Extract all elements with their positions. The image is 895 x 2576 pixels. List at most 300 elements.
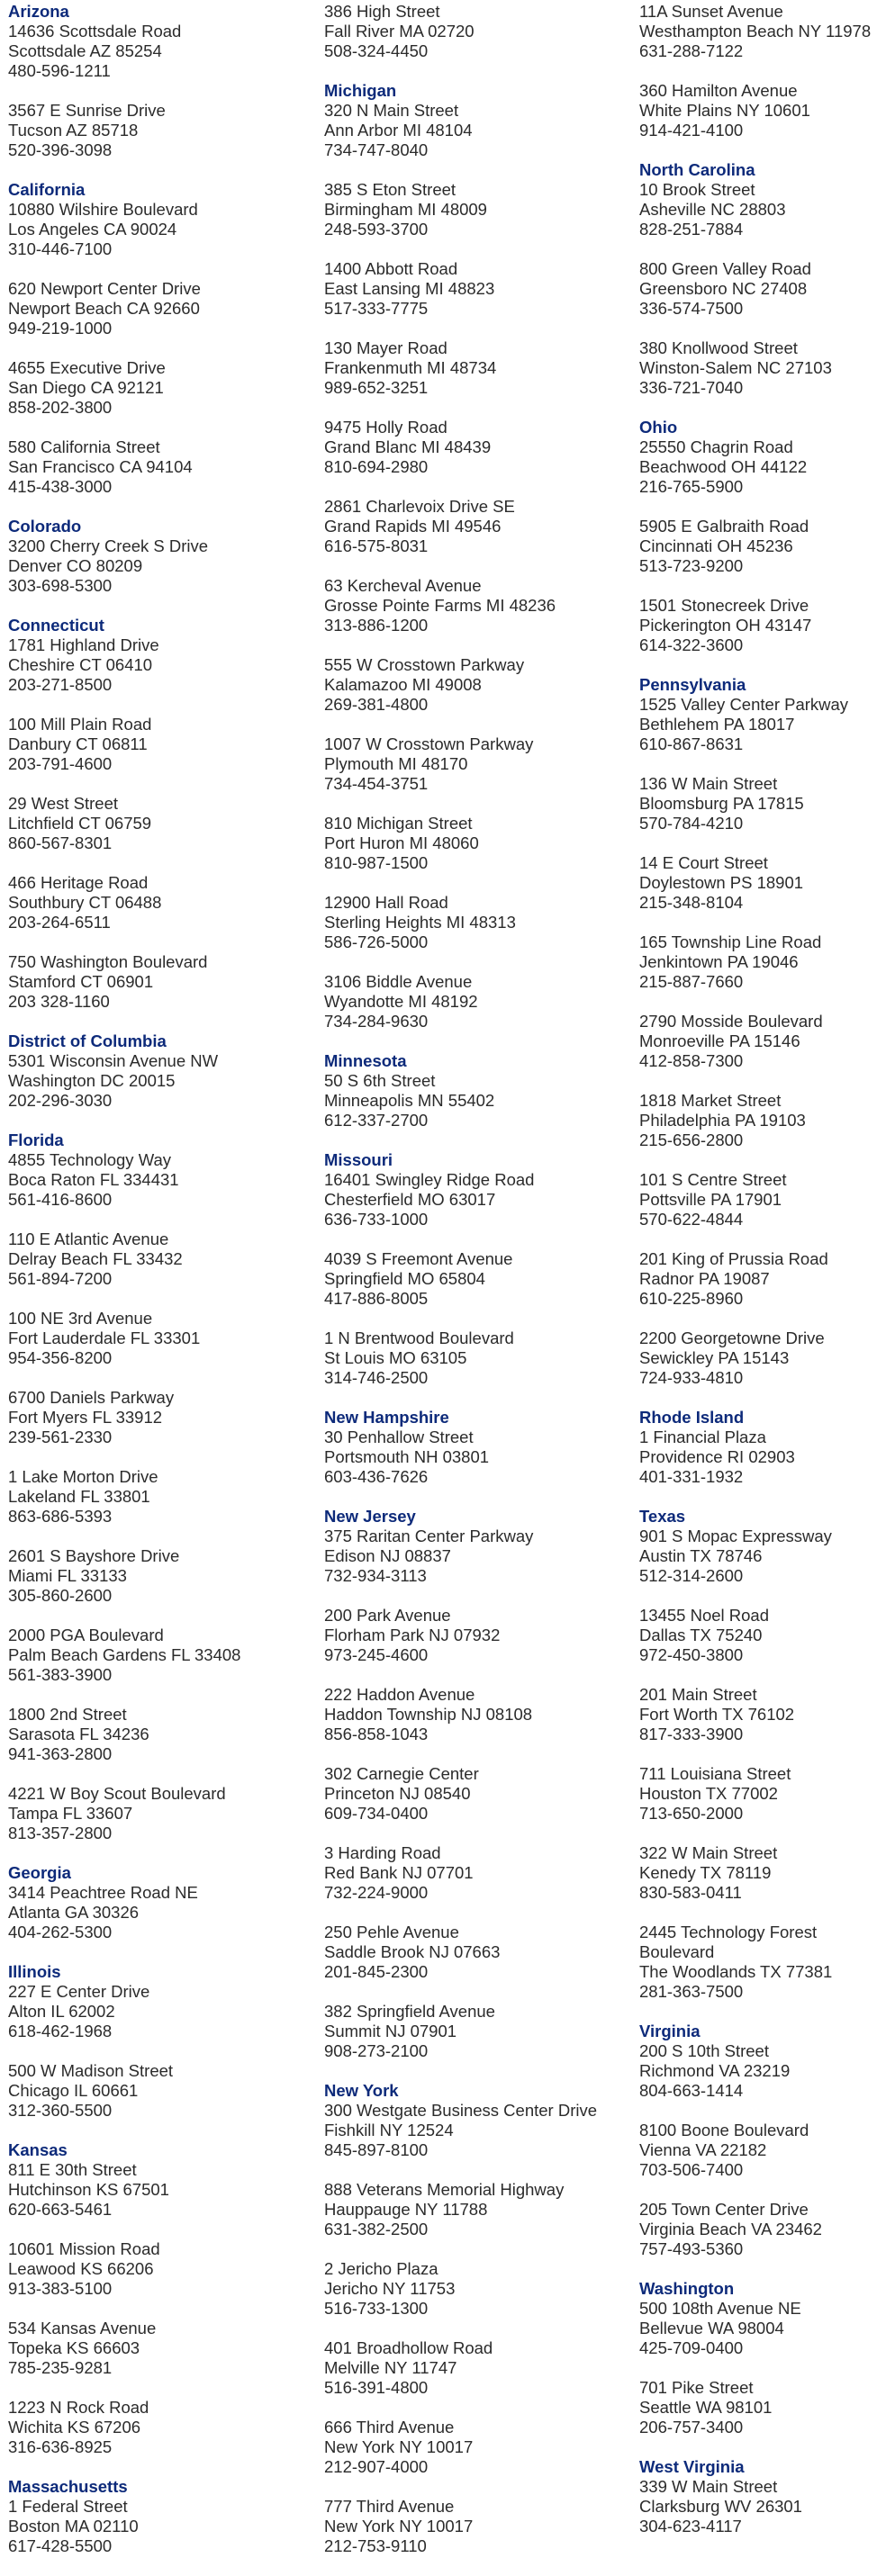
office-city-line: Grand Blanc MI 48439	[324, 437, 492, 456]
office-street: 320 N Main Street	[324, 101, 459, 120]
office-city-line: Chesterfield MO 63017	[324, 1190, 496, 1209]
office-phone: 941-363-2800	[8, 1744, 113, 1763]
office-city-line: Richmond VA 23219	[639, 2061, 791, 2080]
office-city-line: Miami FL 33133	[8, 1566, 127, 1585]
office-city-line: Jericho NY 11753	[324, 2279, 456, 2298]
office-entry	[8, 1388, 314, 1447]
office-city-line: Dallas TX 75240	[639, 1626, 763, 1644]
state-group	[8, 1130, 314, 1843]
office-entry	[324, 1843, 630, 1903]
office-phone: 561-894-7200	[8, 1269, 113, 1288]
office-phone: 614-322-3600	[639, 635, 744, 654]
office-phone: 734-454-3751	[324, 774, 429, 793]
office-phone: 570-784-4210	[639, 814, 744, 833]
office-phone: 570-622-4844	[639, 1210, 744, 1229]
office-city-line: Denver CO 80209	[8, 556, 143, 575]
state-group	[324, 2081, 630, 2556]
office-city-line: Danbury CT 06811	[8, 734, 148, 753]
office-street: 30 Penhallow Street	[324, 1428, 474, 1446]
office-street: 222 Haddon Avenue	[324, 1685, 475, 1704]
office-street: 1781 Highland Drive	[8, 635, 159, 654]
office-street: Boulevard	[639, 1942, 715, 1961]
office-city-line: Scottsdale AZ 85254	[8, 41, 162, 60]
state-heading: District of Columbia	[8, 1031, 167, 1050]
office-entry	[639, 932, 893, 992]
office-phone: 206-757-3400	[639, 2418, 744, 2436]
office-city-line: Topeka KS 66603	[8, 2338, 140, 2357]
office-city-line: Asheville NC 28803	[639, 200, 786, 219]
office-phone: 612-337-2700	[324, 1111, 429, 1130]
office-street: 2601 S Bayshore Drive	[8, 1546, 180, 1565]
office-entry	[324, 972, 630, 1031]
office-street: 29 West Street	[8, 794, 119, 813]
office-city-line: Delray Beach FL 33432	[8, 1249, 183, 1268]
office-phone: 212-907-4000	[324, 2457, 429, 2476]
office-street: 136 W Main Street	[639, 774, 778, 793]
state-heading: New Jersey	[324, 1507, 416, 1526]
office-entry	[8, 635, 314, 695]
state-heading: Michigan	[324, 81, 397, 100]
office-city-line: Hutchinson KS 67501	[8, 2180, 169, 2199]
office-city-line: Houston TX 77002	[639, 1784, 778, 1803]
office-phone: 914-421-4100	[639, 121, 744, 140]
office-phone: 304-623-4117	[639, 2517, 742, 2535]
office-entry	[639, 1329, 893, 1388]
office-phone: 617-428-5500	[8, 2536, 113, 2555]
office-entry	[8, 1546, 314, 1606]
office-street: 130 Mayer Road	[324, 338, 448, 357]
office-entry	[8, 358, 314, 418]
office-city-line: Bethlehem PA 18017	[639, 715, 795, 734]
office-phone: 203-791-4600	[8, 754, 113, 773]
state-heading: Washington	[639, 2279, 735, 2298]
directory-column-1	[8, 2, 314, 2576]
office-phone: 508-324-4450	[324, 41, 429, 60]
office-city-line: San Francisco CA 94104	[8, 457, 193, 476]
office-entry	[639, 1923, 893, 2002]
office-street: 1400 Abbott Road	[324, 259, 458, 278]
office-phone: 616-575-8031	[324, 536, 429, 555]
state-group	[8, 2140, 314, 2457]
office-phone: 404-262-5300	[8, 1923, 113, 1941]
office-entry	[8, 873, 314, 932]
office-city-line: Pottsville PA 17901	[639, 1190, 782, 1209]
office-entry	[8, 2497, 314, 2556]
office-street: 200 Park Avenue	[324, 1606, 451, 1625]
state-group	[639, 418, 893, 655]
office-city-line: Stamford CT 06901	[8, 972, 154, 991]
office-city-line: Saddle Brook NJ 07663	[324, 1942, 501, 1961]
office-street: 1501 Stonecreek Drive	[639, 596, 809, 615]
state-group	[324, 1150, 630, 1388]
office-phone: 239-561-2330	[8, 1428, 113, 1446]
state-heading: Missouri	[324, 1150, 393, 1169]
office-phone: 858-202-3800	[8, 398, 113, 417]
office-street: 25550 Chagrin Road	[639, 437, 793, 456]
office-city-line: Hauppauge NY 11788	[324, 2200, 488, 2219]
office-city-line: Sterling Heights MI 48313	[324, 913, 516, 932]
office-phone: 314-746-2500	[324, 1368, 429, 1387]
office-phone: 817-333-3900	[639, 1725, 744, 1743]
office-entry	[639, 1685, 893, 1744]
office-entry	[639, 596, 893, 655]
office-phone: 203 328-1160	[8, 992, 110, 1011]
office-city-line: Clarksburg WV 26301	[639, 2497, 802, 2516]
office-city-line: Sarasota FL 34236	[8, 1725, 149, 1743]
office-street: 800 Green Valley Road	[639, 259, 811, 278]
office-phone: 516-391-4800	[324, 2378, 429, 2397]
office-entry	[8, 200, 314, 259]
office-entry	[8, 22, 314, 81]
office-phone: 516-733-1300	[324, 2299, 429, 2318]
office-phone: 561-383-3900	[8, 1665, 113, 1684]
state-heading: Rhode Island	[639, 1408, 745, 1427]
office-entry	[324, 1071, 630, 1130]
office-entry	[639, 2378, 893, 2437]
office-street: 1525 Valley Center Parkway	[639, 695, 849, 714]
office-phone: 703-506-7400	[639, 2160, 744, 2179]
state-heading: Illinois	[8, 1962, 61, 1981]
office-city-line: Fort Myers FL 33912	[8, 1408, 163, 1427]
state-group	[324, 81, 630, 1031]
office-entry	[324, 180, 630, 239]
office-city-line: Palm Beach Gardens FL 33408	[8, 1645, 241, 1664]
office-city-line: Wyandotte MI 48192	[324, 992, 478, 1011]
office-phone: 863-686-5393	[8, 1507, 113, 1526]
office-phone: 561-416-8600	[8, 1190, 113, 1209]
office-entry	[639, 2299, 893, 2358]
office-street: 9475 Holly Road	[324, 418, 448, 437]
office-city-line: Frankenmuth MI 48734	[324, 358, 497, 377]
office-entry	[639, 853, 893, 913]
office-entry	[8, 952, 314, 1012]
office-phone: 215-656-2800	[639, 1130, 744, 1149]
office-street: 14 E Court Street	[639, 853, 768, 872]
office-entry	[639, 2121, 893, 2180]
office-entry	[639, 517, 893, 576]
office-entry	[639, 2477, 893, 2536]
office-street: 1007 W Crosstown Parkway	[324, 734, 534, 753]
state-heading: North Carolina	[639, 160, 755, 179]
office-city-line: Alton IL 62002	[8, 2002, 115, 2021]
office-city-line: Winston-Salem NC 27103	[639, 358, 832, 377]
office-street: 200 S 10th Street	[639, 2041, 769, 2060]
office-street: 4655 Executive Drive	[8, 358, 166, 377]
office-city-line: Lakeland FL 33801	[8, 1487, 150, 1506]
state-group	[639, 2022, 893, 2259]
office-city-line: Red Bank NJ 07701	[324, 1863, 474, 1882]
office-city-line: Bellevue WA 98004	[639, 2319, 784, 2337]
office-city-line: Minneapolis MN 55402	[324, 1091, 495, 1110]
office-phone: 813-357-2800	[8, 1824, 113, 1842]
office-entry	[8, 279, 314, 338]
office-street: 3 Harding Road	[324, 1843, 441, 1862]
state-heading: Kansas	[8, 2140, 68, 2159]
office-street: 250 Pehle Avenue	[324, 1923, 459, 1941]
office-phone: 480-596-1211	[8, 61, 111, 80]
office-entry	[639, 81, 893, 140]
office-street: 1 Financial Plaza	[639, 1428, 766, 1446]
office-entry	[324, 2497, 630, 2556]
office-street: 750 Washington Boulevard	[8, 952, 208, 971]
office-entry	[8, 1229, 314, 1289]
office-city-line: Leawood KS 66206	[8, 2259, 154, 2278]
state-heading: Virginia	[639, 2022, 701, 2040]
office-phone: 908-273-2100	[324, 2041, 429, 2060]
office-entry	[639, 1843, 893, 1903]
office-street: 1 N Brentwood Boulevard	[324, 1329, 514, 1347]
office-entry	[324, 1428, 630, 1487]
office-entry	[324, 338, 630, 398]
office-entry	[639, 2041, 893, 2101]
office-city-line: Grand Rapids MI 49546	[324, 517, 502, 536]
office-city-line: Boca Raton FL 334431	[8, 1170, 179, 1189]
state-heading: Minnesota	[324, 1051, 407, 1070]
state-group	[8, 2, 314, 160]
office-city-line: Washington DC 20015	[8, 1071, 176, 1090]
office-city-line: Grosse Pointe Farms MI 48236	[324, 596, 556, 615]
office-street: 711 Louisiana Street	[639, 1764, 791, 1783]
office-city-line: Springfield MO 65804	[324, 1269, 485, 1288]
office-entry	[639, 1012, 893, 1071]
office-phone: 603-436-7626	[324, 1467, 429, 1486]
office-city-line: Princeton NJ 08540	[324, 1784, 471, 1803]
office-phone: 401-331-1932	[639, 1467, 744, 1486]
office-city-line: Providence RI 02903	[639, 1447, 795, 1466]
office-street: 302 Carnegie Center	[324, 1764, 479, 1783]
office-street: 2 Jericho Plaza	[324, 2259, 438, 2278]
office-entry	[324, 2418, 630, 2477]
office-city-line: Sewickley PA 15143	[639, 1348, 790, 1367]
office-phone: 336-574-7500	[639, 299, 744, 318]
office-city-line: Southbury CT 06488	[8, 893, 162, 912]
office-phone: 618-462-1968	[8, 2022, 113, 2040]
office-entry	[639, 774, 893, 833]
office-phone: 972-450-3800	[639, 1645, 744, 1664]
state-heading: Pennsylvania	[639, 675, 746, 694]
office-street: 500 108th Avenue NE	[639, 2299, 801, 2318]
office-phone: 313-886-1200	[324, 616, 429, 635]
office-phone: 860-567-8301	[8, 833, 113, 852]
office-city-line: Edison NJ 08837	[324, 1546, 451, 1565]
office-entry	[639, 437, 893, 497]
office-phone: 248-593-3700	[324, 220, 429, 239]
office-phone: 757-493-5360	[639, 2239, 744, 2258]
office-street: 2861 Charlevoix Drive SE	[324, 497, 515, 516]
office-entry	[639, 1170, 893, 1229]
office-phone: 856-858-1043	[324, 1725, 429, 1743]
state-heading: Ohio	[639, 418, 678, 437]
office-city-line: Plymouth MI 48170	[324, 754, 468, 773]
office-street: 2000 PGA Boulevard	[8, 1626, 164, 1644]
office-phone: 949-219-1000	[8, 319, 113, 338]
office-street: 339 W Main Street	[639, 2477, 778, 2496]
office-entry	[8, 1705, 314, 1764]
office-street: 401 Broadhollow Road	[324, 2338, 493, 2357]
office-phone: 216-765-5900	[639, 477, 744, 496]
office-city-line: Fort Lauderdale FL 33301	[8, 1329, 201, 1347]
office-entry	[324, 893, 630, 952]
office-street: 811 E 30th Street	[8, 2160, 137, 2179]
state-group	[8, 616, 314, 1012]
office-street: 110 E Atlantic Avenue	[8, 1229, 169, 1248]
office-street: 500 W Madison Street	[8, 2061, 174, 2080]
state-group	[639, 2457, 893, 2536]
office-city-line: Melville NY 11747	[324, 2358, 457, 2377]
office-entry	[8, 1051, 314, 1111]
office-city-line: Vienna VA 22182	[639, 2140, 767, 2159]
office-street: 10 Brook Street	[639, 180, 755, 199]
office-phone: 512-314-2600	[639, 1566, 744, 1585]
office-street: 11A Sunset Avenue	[639, 2, 783, 21]
state-group	[324, 2, 630, 61]
office-street: 810 Michigan Street	[324, 814, 473, 833]
office-city-line: Greensboro NC 27408	[639, 279, 808, 298]
office-street: 375 Raritan Center Parkway	[324, 1527, 534, 1545]
office-street: 2200 Georgetowne Drive	[639, 1329, 825, 1347]
office-city-line: San Diego CA 92121	[8, 378, 164, 397]
office-street: 666 Third Avenue	[324, 2418, 455, 2436]
office-city-line: Birmingham MI 48009	[324, 200, 487, 219]
office-city-line: New York NY 10017	[324, 2437, 474, 2456]
office-city-line: Port Huron MI 48060	[324, 833, 479, 852]
office-street: 1800 2nd Street	[8, 1705, 127, 1724]
state-group	[8, 1962, 314, 2121]
office-street: 165 Township Line Road	[639, 932, 822, 951]
office-entry	[8, 794, 314, 853]
office-phone: 724-933-4810	[639, 1368, 744, 1387]
office-phone: 845-897-8100	[324, 2140, 429, 2159]
office-street: 580 California Street	[8, 437, 160, 456]
office-street: 4855 Technology Way	[8, 1150, 172, 1169]
state-heading: Massachusetts	[8, 2477, 128, 2496]
office-street: 380 Knollwood Street	[639, 338, 798, 357]
office-phone: 520-396-3098	[8, 140, 113, 159]
office-entry	[324, 2002, 630, 2061]
office-entry	[324, 1685, 630, 1744]
state-heading: Colorado	[8, 517, 82, 536]
directory-column-2	[324, 2, 630, 2576]
office-phone: 609-734-0400	[324, 1804, 429, 1823]
office-city-line: Jenkintown PA 19046	[639, 952, 799, 971]
office-street: 14636 Scottsdale Road	[8, 22, 182, 41]
office-city-line: Westhampton Beach NY 11978	[639, 22, 872, 41]
office-street: 2445 Technology Forest	[639, 1923, 818, 1941]
office-city-line: Radnor PA 19087	[639, 1269, 770, 1288]
office-entry	[324, 576, 630, 635]
office-city-line: Virginia Beach VA 23462	[639, 2220, 822, 2238]
office-phone: 734-747-8040	[324, 140, 429, 159]
office-entry	[324, 497, 630, 556]
office-city-line: Fall River MA 02720	[324, 22, 475, 41]
office-street: 16401 Swingley Ridge Road	[324, 1170, 535, 1189]
office-phone: 713-650-2000	[639, 1804, 744, 1823]
directory-column-3	[639, 2, 893, 2556]
office-entry	[639, 1091, 893, 1150]
office-city-line: Cincinnati OH 45236	[639, 536, 793, 555]
office-entry	[639, 1249, 893, 1309]
office-city-line: Bloomsburg PA 17815	[639, 794, 804, 813]
office-city-line: Los Angeles CA 90024	[8, 220, 177, 239]
office-entry	[639, 2, 893, 61]
office-entry	[639, 1527, 893, 1586]
state-group	[639, 2279, 893, 2437]
office-city-line: Fort Worth TX 76102	[639, 1705, 795, 1724]
state-heading: West Virginia	[639, 2457, 745, 2476]
office-city-line: Tucson AZ 85718	[8, 121, 139, 140]
office-entry	[639, 1764, 893, 1824]
office-city-line: Doylestown PS 18901	[639, 873, 804, 892]
office-street: 382 Springfield Avenue	[324, 2002, 495, 2021]
office-street: 1818 Market Street	[639, 1091, 782, 1110]
office-street: 8100 Boone Boulevard	[639, 2121, 809, 2139]
office-entry	[639, 695, 893, 754]
office-entry	[324, 259, 630, 319]
office-street: 6700 Daniels Parkway	[8, 1388, 175, 1407]
office-street: 555 W Crosstown Parkway	[324, 655, 525, 674]
office-city-line: East Lansing MI 48823	[324, 279, 495, 298]
office-phone: 203-271-8500	[8, 675, 113, 694]
office-entry	[324, 734, 630, 794]
office-phone: 412-858-7300	[639, 1051, 744, 1070]
state-group	[639, 2, 893, 140]
office-entry	[8, 1626, 314, 1685]
office-entry	[639, 1428, 893, 1487]
state-heading: New York	[324, 2081, 399, 2100]
state-group	[324, 1507, 630, 2061]
office-street: 386 High Street	[324, 2, 440, 21]
office-street: 4221 W Boy Scout Boulevard	[8, 1784, 226, 1803]
office-street: 701 Pike Street	[639, 2378, 754, 2397]
state-group	[8, 517, 314, 596]
office-street: 1 Federal Street	[8, 2497, 128, 2516]
office-entry	[324, 2338, 630, 2398]
office-phone: 631-288-7122	[639, 41, 744, 60]
office-street: 385 S Eton Street	[324, 180, 457, 199]
office-street: 12900 Hall Road	[324, 893, 448, 912]
office-entry	[8, 1309, 314, 1368]
office-city-line: Austin TX 78746	[639, 1546, 763, 1565]
office-phone: 201-845-2300	[324, 1962, 429, 1981]
office-street: 534 Kansas Avenue	[8, 2319, 157, 2337]
office-entry	[8, 1784, 314, 1843]
office-entry	[8, 101, 314, 160]
office-entry	[8, 1982, 314, 2041]
office-phone: 810-694-2980	[324, 457, 429, 476]
office-city-line: Kenedy TX 78119	[639, 1863, 772, 1882]
state-heading: Arizona	[8, 2, 69, 21]
office-street: 13455 Noel Road	[639, 1606, 769, 1625]
office-entry	[324, 2, 630, 61]
office-city-line: The Woodlands TX 77381	[639, 1962, 833, 1981]
office-entry	[324, 655, 630, 715]
office-entry	[324, 1249, 630, 1309]
state-heading: New Hampshire	[324, 1408, 449, 1427]
office-phone: 828-251-7884	[639, 220, 744, 239]
office-entry	[639, 180, 893, 239]
office-street: 10601 Mission Road	[8, 2239, 160, 2258]
office-street: 322 W Main Street	[639, 1843, 778, 1862]
office-phone: 631-382-2500	[324, 2220, 429, 2238]
office-street: 101 S Centre Street	[639, 1170, 787, 1189]
state-group	[639, 1408, 893, 1487]
office-entry	[8, 2160, 314, 2220]
state-heading: Georgia	[8, 1863, 71, 1882]
office-street: 205 Town Center Drive	[639, 2200, 809, 2219]
office-street: 3414 Peachtree Road NE	[8, 1883, 198, 1902]
office-city-line: Cheshire CT 06410	[8, 655, 153, 674]
office-city-line: Summit NJ 07901	[324, 2022, 457, 2040]
